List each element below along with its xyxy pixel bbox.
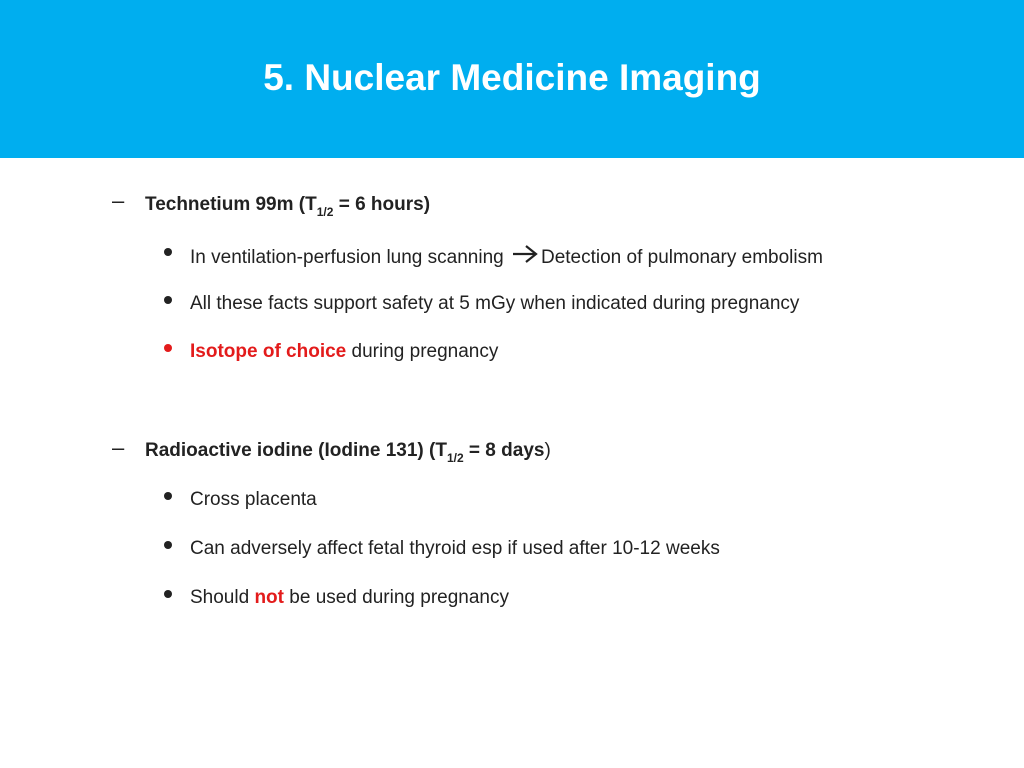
list-item: Cross placenta: [190, 489, 317, 510]
bullet-icon: [164, 590, 172, 598]
highlight-text: not: [254, 587, 284, 608]
item-text: during pregnancy: [346, 341, 499, 362]
section-heading-technetium: [145, 193, 430, 218]
bullet-icon: [164, 248, 172, 256]
section-heading-iodine: [145, 439, 551, 464]
heading-text-end: = 6 hours): [333, 194, 431, 215]
heading-text: Technetium 99m (T: [145, 194, 317, 215]
heading-subscript: 1/2: [446, 451, 464, 465]
list-item: [190, 340, 498, 364]
item-text-after: be used during pregnancy: [284, 587, 509, 608]
bullet-icon: [164, 296, 172, 304]
right-arrow-icon: [511, 244, 539, 264]
page-title: 5. Nuclear Medicine Imaging: [263, 57, 761, 98]
heading-text-end: = 8 days: [463, 440, 545, 461]
heading-text: Radioactive iodine (Iodine 131) (T: [145, 440, 447, 461]
bullet-icon: [164, 492, 172, 500]
list-item: All these facts support safety at 5 mGy when indicated during pregnancy: [190, 293, 800, 314]
bullet-icon: [164, 541, 172, 549]
heading-subscript: 1/2: [316, 205, 334, 219]
item-text: Should: [190, 587, 255, 608]
list-item: [190, 244, 823, 270]
highlight-text: Isotope of choice: [190, 341, 347, 362]
bullet-icon: [164, 344, 172, 352]
list-item: Can adversely affect fetal thyroid esp if used after 10-12 weeks: [190, 538, 720, 559]
item-text: In ventilation-perfusion lung scanning: [190, 247, 509, 268]
item-text-after: Detection of pulmonary embolism: [540, 247, 823, 268]
header-band: [0, 0, 1024, 158]
list-item: [190, 586, 509, 610]
dash-marker: –: [112, 188, 125, 213]
heading-close: ): [544, 440, 551, 461]
dash-marker: –: [112, 435, 125, 460]
